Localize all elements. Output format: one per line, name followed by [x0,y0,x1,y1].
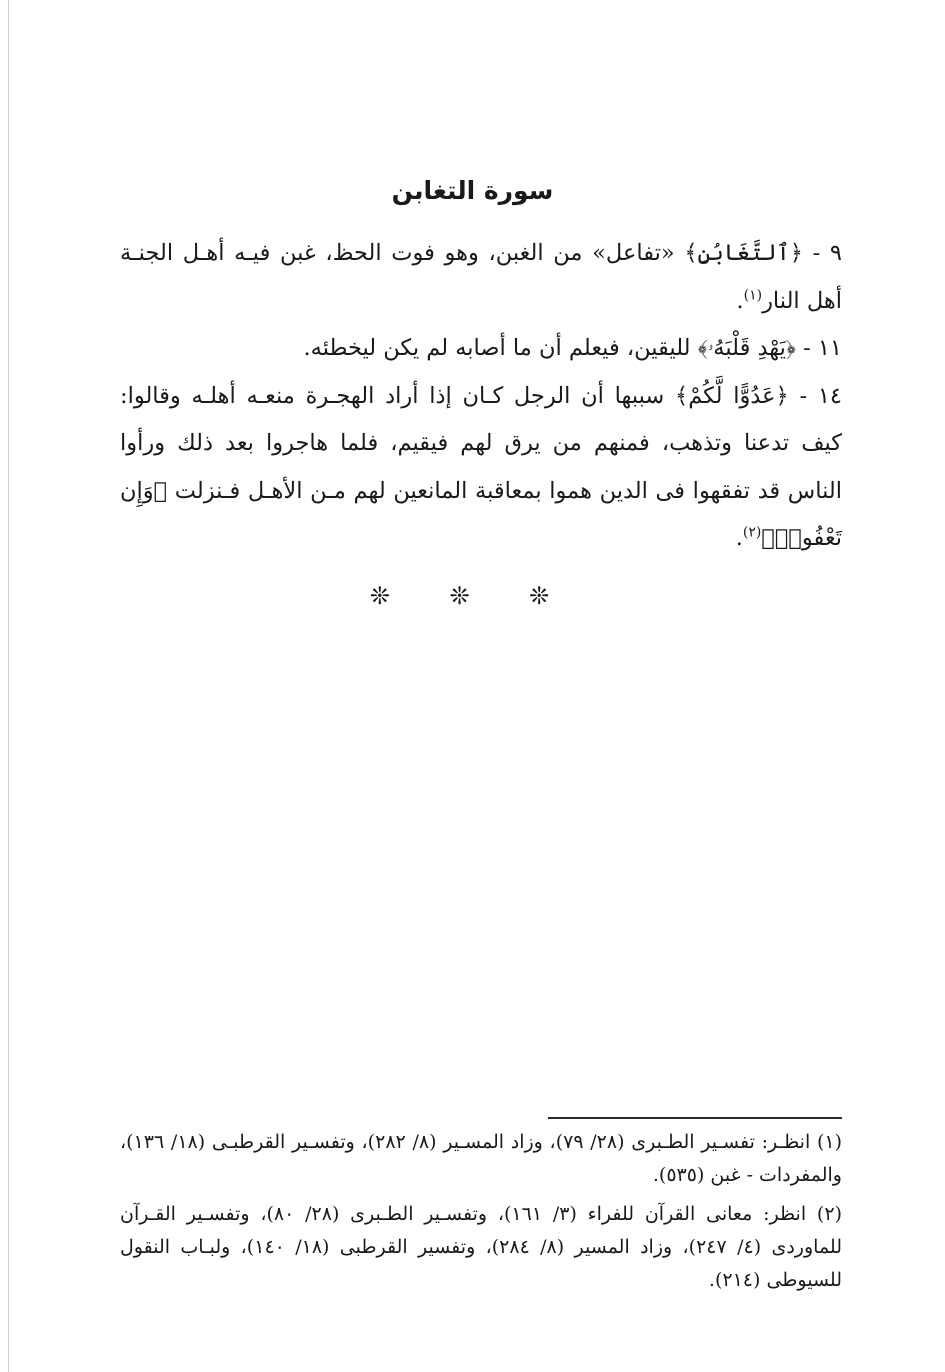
entry-text: «تفاعل» من الغبن، وهو فوت الحظ، غبن فيـه أهـل الجنـة أهل النار [120,240,842,314]
page-edge-line [8,0,9,1372]
footnote-divider [548,1117,842,1119]
footnote-text: انظـر: تفسـير الطـبرى (٢٨/ ٧٩)، وزاد المسـير (٨/ ٢٨٢)، وتفسـير القرطبـى (١٨/ ١٣٦)، والمفردات - غبن (٥٣٥). [120,1131,842,1186]
quran-word: ﴿عَدُوًّا لَّكُمْ﴾ [675,382,789,409]
surah-title: سورة التغابن [391,176,554,205]
footnotes [120,1126,842,1303]
entry-verse-9: ٩ - ﴿ٱلتَّغَابُنِ﴾ «تفاعل» من الغبن، وهو فوت الحظ، غبن فيـه أهـل الجنـة أهل النار$^{(١)}$. [120,240,843,314]
commentary-body [120,230,842,563]
verse-number: ٩ - [812,240,843,266]
verse-number: ١٤ - [799,382,843,409]
quran-word-2: ﴿وَإِن تَعْفُوا۟﴾ [120,477,842,551]
footnote-1 [120,1126,842,1192]
footnote-2 [120,1198,842,1297]
quran-word: ﴿ٱلتَّغَابُنِ﴾ [684,240,803,266]
quran-word: ﴿يَهْدِ قَلْبَهُۥ﴾ [697,335,796,361]
footnote-ref[interactable]: (٢) [742,524,762,541]
footnote-label: (١) [816,1131,843,1153]
verse-number: ١١ - [803,335,842,361]
entry-text: سببها أن الرجل كـان إذا أراد الهجـرة منعـه أهلـه وقالوا: كيف تدعنا وتذهب، فمنهم من يرق لهم فيقيم، فلما هاجروا بعد ذلك ورأوا الناس قد تفقهوا فى الدين هموا بمعاقبة المانعين لهم مـن الأهـل فـنزلت [120,382,843,504]
footnote-label: (٢) [816,1203,842,1225]
entry-verse-11 [120,325,842,373]
footnote-text: انظر: معانى القرآن للفراء (٣/ ١٦١)، وتفسـير الطـبرى (٢٨/ ٨٠)، وتفسـير القـرآن للماوردى (٤/ ٢٤٧)، وزاد المسير (٨/ ٢٨٤)، وتفسير القرطبى (١٨/ ١٤٠)، ولبـاب النقول للسيوطى (٢١٤). [120,1203,843,1291]
footnote-ref[interactable]: (١) [743,287,763,303]
entry-verse-14: ١٤ - ﴿عَدُوًّا لَّكُمْ﴾ سببها أن الرجل كـان إذا أراد الهجـرة منعـه أهلـه وقالوا: كيف تدعنا وتذهب، فمنهم من يرق لهم فيقيم، فلما هاجروا بعد ذلك ورأوا الناس قد تفقهوا فى الدين هموا بمعاقبة المانعين لهم مـن الأهـل فـنزلت ﴿وَإِن تَعْفُوا۟﴾$^{(٢)}$. [120,382,843,551]
section-separator: ❊ ❊ ❊ [369,582,576,610]
entry-text: لليقين، فيعلم أن ما أصابه لم يكن ليخطئه. [303,335,691,361]
